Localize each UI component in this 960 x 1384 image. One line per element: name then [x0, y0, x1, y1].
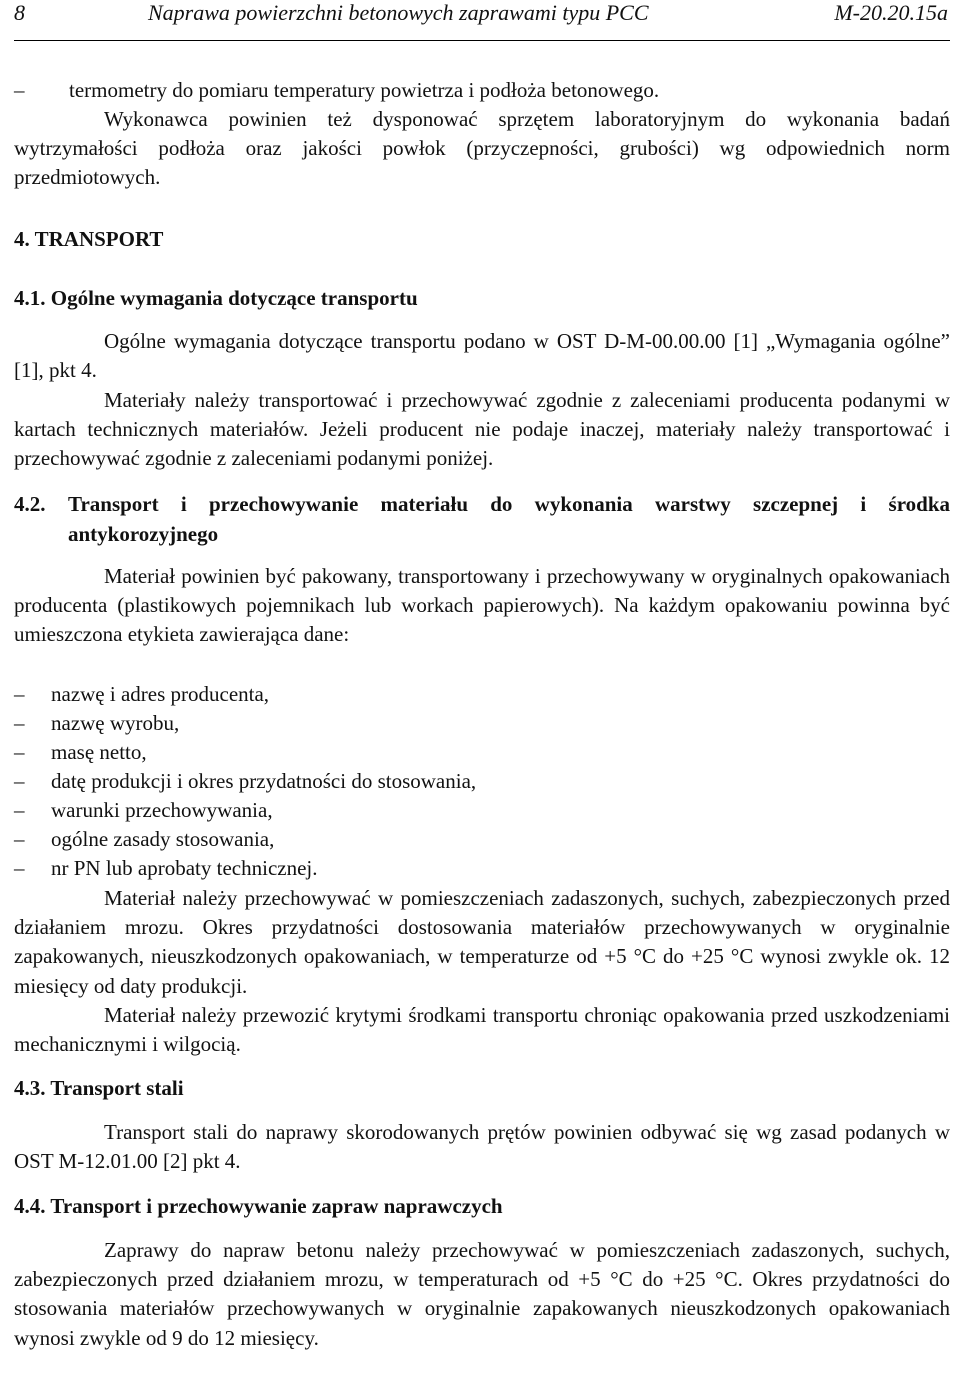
dash-marker: – [14, 798, 25, 822]
page-number: 8 [14, 0, 25, 25]
section-heading: 4. TRANSPORT [14, 227, 164, 251]
paragraph: Zaprawy do napraw betonu należy przechowywać w pomieszczeniach zadaszonych, suchych, zabezpieczonych przed działaniem mrozu, w temperaturach od +5 °C do +25 °C. Okres przydatności do stosowania materiałów przechowywanych w oryginalnie zapakowanych nieuszkodzonych opakowaniach wynosi zwykle od 9 do 12 miesięcy. [14, 1238, 950, 1350]
paragraph: Materiał należy przewozić krytymi środkami transportu chroniąc opakowania przed uszkodzeniami mechanicznymi i wilgocią. [14, 1003, 950, 1057]
subsection-heading: 4.1. Ogólne wymagania dotyczące transportu [14, 286, 418, 310]
dash-marker: – [14, 740, 25, 764]
list-item [14, 76, 659, 105]
list-item-text: nazwę i adres producenta, [51, 682, 270, 706]
list-item [14, 854, 318, 883]
subsection-heading: 4.3. Transport stali [14, 1076, 184, 1100]
list-item-text: ogólne zasady stosowania, [51, 827, 275, 851]
subsection-number: 4.2. [14, 492, 46, 516]
page-header [14, 0, 950, 41]
dash-marker: – [14, 827, 25, 851]
list-item [14, 709, 179, 738]
header-code: M-20.20.15a [834, 0, 948, 25]
list-item [14, 825, 274, 854]
subsection-title-line: antykorozyjnego [68, 522, 219, 546]
paragraph: Materiały należy transportować i przechowywać zgodnie z zaleceniami producenta podanymi w kartach technicznych materiałów. Jeżeli producent nie podaje inaczej, materiały należy transportować i przechowywać zgodnie z zaleceniami podanymi poniżej. [14, 388, 950, 471]
list-item [14, 796, 273, 825]
list-item [14, 738, 147, 767]
dash-marker: – [14, 769, 25, 793]
dash-marker: – [14, 711, 25, 735]
dash-marker: – [14, 78, 25, 102]
list-item [14, 767, 476, 796]
paragraph: Materiał powinien być pakowany, transportowany i przechowywany w oryginalnych opakowaniach producenta (plastikowych pojemnikach lub workach papierowych). Na każdym opakowaniu powinna być umieszczona etykieta zawierająca dane: [14, 564, 950, 647]
list-item-text: nr PN lub aprobaty technicznej. [51, 856, 318, 880]
list-item [14, 680, 269, 709]
list-item-text: masę netto, [51, 740, 147, 764]
list-item-text: datę produkcji i okres przydatności do stosowania, [51, 769, 477, 793]
subsection-title-line: Transport i przechowywanie materiału do wykonania warstwy szczepnej i środka [68, 492, 950, 516]
paragraph: Materiał należy przechowywać w pomieszczeniach zadaszonych, suchych, zabezpieczonych przed działaniem mrozu. Okres przydatności dostosowania materiałów przechowywanych w oryginalnie zapakowanych, nieuszkodzonych opakowaniach, w temperaturze od +5 °C do +25 °C wynosi zwykle ok. 12 miesięcy od daty produkcji. [14, 886, 950, 998]
list-item-text: termometry do pomiaru temperatury powietrza i podłoża betonowego. [69, 78, 660, 102]
list-item-text: warunki przechowywania, [51, 798, 273, 822]
paragraph: Ogólne wymagania dotyczące transportu podano w OST D-M-00.00.00 [1] „Wymagania ogólne” [1], pkt 4. [14, 329, 950, 383]
list-item-text: nazwę wyrobu, [51, 711, 180, 735]
paragraph: Transport stali do naprawy skorodowanych prętów powinien odbywać się wg zasad podanych w OST M-12.01.00 [2] pkt 4. [14, 1120, 950, 1174]
dash-marker: – [14, 682, 25, 706]
header-title: Naprawa powierzchni betonowych zaprawami typu PCC [148, 0, 649, 25]
dash-marker: – [14, 856, 25, 880]
paragraph: Wykonawca powinien też dysponować sprzętem laboratoryjnym do wykonania badań wytrzymałości podłoża oraz jakości powłok (przyczepności, grubości) wg odpowiednich norm przedmiotowych. [14, 107, 950, 190]
subsection-heading: 4.4. Transport i przechowywanie zapraw naprawczych [14, 1194, 503, 1218]
